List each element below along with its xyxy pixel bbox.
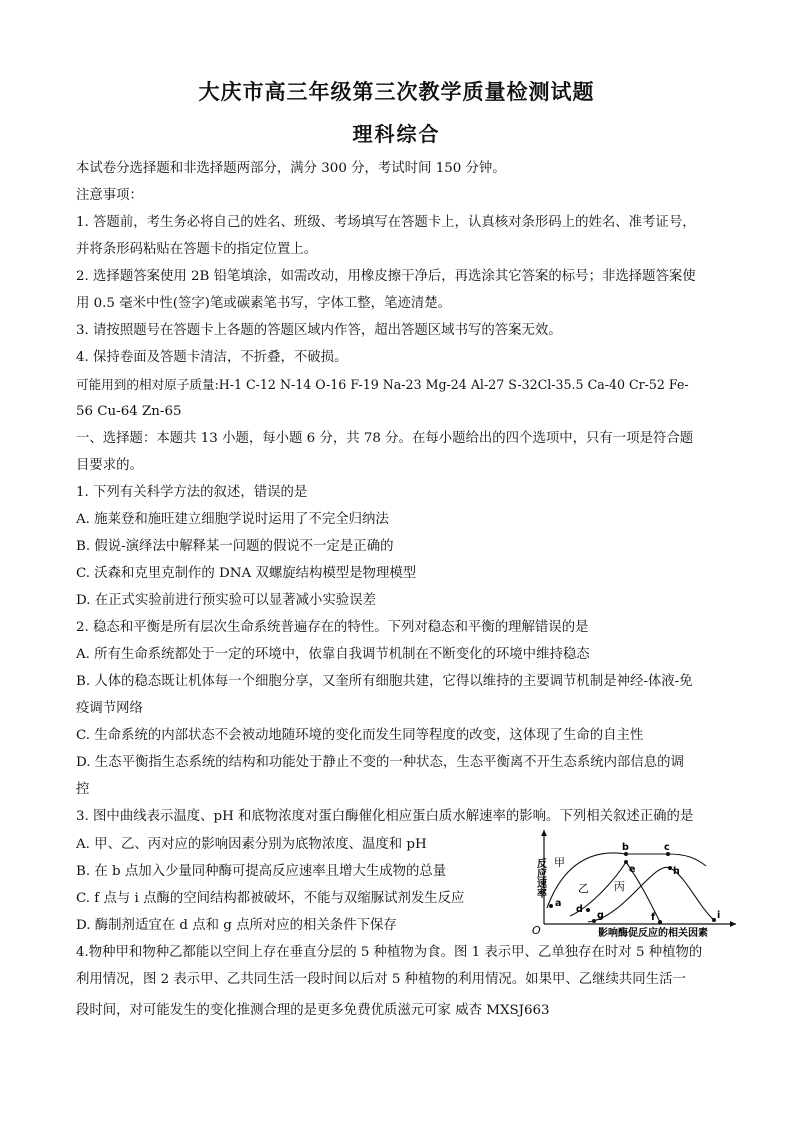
- note-3: 3. 请按照题号在答题卡上各题的答题区域内作答，超出答题区域书写的答案无效。: [76, 323, 562, 338]
- q1-stem: 1. 下列有关科学方法的叙述，错误的是: [76, 485, 308, 500]
- curve-jia-label: 甲: [554, 856, 565, 869]
- point-a: [549, 904, 553, 908]
- point-f: [658, 920, 662, 924]
- q4-line-1: 4.物种甲和物种乙都能以空间上存在垂直分层的 5 种植物为食。图 1 表示甲、乙单独存在时对 5 种植物的: [76, 945, 703, 960]
- point-label-d: d: [576, 904, 583, 915]
- note-2-line-1: 2. 选择题答案使用 2B 铅笔填涂，如需改动，用橡皮擦干净后，再选涂其它答案的标号；非选择题答案使: [76, 269, 696, 284]
- enzyme-rate-figure: [518, 826, 740, 938]
- q3-option-a: A. 甲、乙、丙对应的影响因素分别为底物浓度、温度和 pH: [76, 837, 427, 852]
- note-1-line-2: 并将条形码粘贴在答题卡的指定位置上。: [76, 242, 318, 257]
- q2-option-d-line-2: 控: [76, 782, 90, 797]
- x-axis-arrow: [730, 921, 736, 927]
- point-d: [586, 908, 590, 912]
- point-label-a: a: [555, 898, 562, 909]
- q1-option-a: A. 施莱登和施旺建立细胞学说时运用了不完全归纳法: [76, 512, 389, 527]
- q3-option-d: D. 酶制剂适宜在 d 点和 g 点所对应的相关条件下保存: [76, 918, 397, 933]
- q2-option-d-line-1: D. 生态平衡指生态系统的结构和功能处于静止不变的一种状态，生态平衡离不开生态系统内部信息的调: [76, 755, 684, 770]
- point-label-e: e: [629, 864, 636, 875]
- q4-line-2: 利用情况，图 2 表示甲、乙共同生活一段时间以后对 5 种植物的利用情况。如果甲、乙继续共同生活一: [76, 972, 686, 987]
- notes-heading: 注意事项：: [76, 188, 143, 203]
- section-heading-line-1: 一、选择题：本题共 13 小题，每小题 6 分，共 78 分。在每小题给出的四个选项中，只有一项是符合题: [76, 431, 694, 446]
- point-h: [668, 866, 672, 870]
- y-axis-arrow: [541, 830, 547, 836]
- note-2-line-2: 用 0.5 毫米中性(签字)笔或碳素笔书写，字体工整，笔迹清楚。: [76, 296, 452, 311]
- q2-option-b-line-1: B. 人体的稳态既让机体每一个细胞分享，又奎所有细胞共建，它得以维持的主要调节机制是神经-体液-免: [76, 674, 693, 689]
- section-heading-line-2: 目要求的。: [76, 458, 143, 473]
- point-g: [592, 919, 596, 923]
- intro-summary: 本试卷分选择题和非选择题两部分，满分 300 分，考试时间 150 分钟。: [76, 161, 506, 176]
- point-label-g: g: [597, 910, 604, 921]
- point-label-f: f: [651, 912, 656, 923]
- q3-option-c: C. f 点与 i 点酶的空间结构都被破坏，不能与双缩脲试剂发生反应: [76, 891, 465, 906]
- atomic-mass-line-2: 56 Cu-64 Zn-65: [76, 404, 182, 419]
- point-i: [712, 918, 716, 922]
- note-1-line-1: 1. 答题前，考生务必将自己的姓名、班级、考场填写在答题卡上，认真核对条形码上的姓名、准考证号，: [76, 215, 696, 230]
- q2-option-b-line-2: 疫调节网络: [76, 701, 143, 716]
- note-4: 4. 保持卷面及答题卡清洁，不折叠，不破损。: [76, 350, 348, 365]
- point-label-i: i: [717, 910, 721, 921]
- point-label-h: h: [673, 866, 680, 877]
- q2-option-a: A. 所有生命系统都处于一定的环境中，依靠自我调节机制在不断变化的环境中维持稳态: [76, 647, 590, 662]
- exam-title: 大庆市高三年级第三次教学质量检测试题: [198, 79, 595, 104]
- q4-line-3: 段时间，对可能发生的变化推测合理的是更多免费优质滋元可家 威杏 MXSJ663: [76, 1003, 550, 1018]
- point-label-b: b: [622, 842, 629, 853]
- q1-option-d: D. 在正式实验前进行预实验可以显著减小实验误差: [76, 593, 376, 608]
- q3-stem: 3. 图中曲线表示温度、pH 和底物浓度对蛋白酶催化相应蛋白质水解速率的影响。下列相关叙述正确的是: [76, 809, 694, 824]
- atomic-mass-line-1: 可能用到的相对原子质量:H-1 C-12 N-14 O-16 F-19 Na-23 Mg-24 Al-27 S-32Cl-35.5 Ca-40 Cr-52 Fe-: [76, 377, 689, 392]
- exam-subtitle: 理科综合: [352, 122, 441, 146]
- q2-stem: 2. 稳态和平衡是所有层次生命系统普遍存在的特性。下列对稳态和平衡的理解错误的是: [76, 620, 589, 635]
- point-e: [624, 860, 628, 864]
- q1-option-c: C. 沃森和克里克制作的 DNA 双螺旋结构模型是物理模型: [76, 566, 417, 581]
- x-axis-label: 影响酶促反应的相关因素: [598, 928, 708, 938]
- curve-points: [549, 852, 716, 924]
- point-label-c: c: [664, 842, 670, 853]
- q2-option-c: C. 生命系统的内部状态不会被动地随环境的变化而发生同等程度的改变，这体现了生命的自主性: [76, 728, 644, 743]
- curve-yi-label: 乙: [578, 882, 589, 895]
- q1-option-b: B. 假说-演绎法中解释某一问题的假说不一定是正确的: [76, 539, 394, 554]
- origin-label: O: [532, 924, 541, 937]
- y-axis-label: 反应速率: [534, 858, 546, 898]
- q3-option-b: B. 在 b 点加入少量同种酶可提高反应速率且增大生成物的总量: [76, 864, 447, 879]
- curve-bing-label: 丙: [614, 880, 625, 893]
